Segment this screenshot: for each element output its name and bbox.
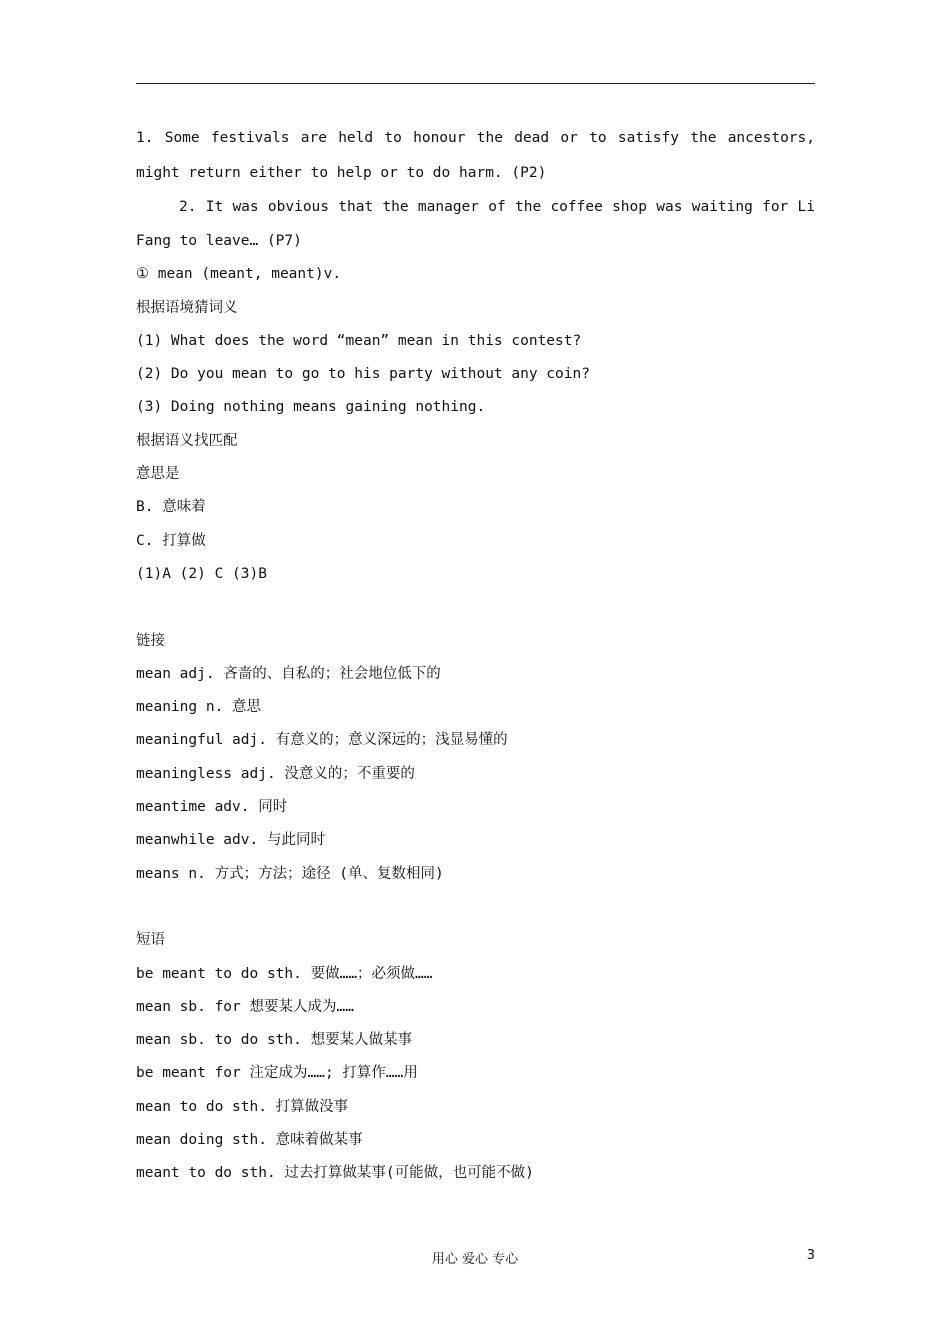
- guess-item: (2) Do you mean to go to his party without any coin?: [136, 366, 590, 383]
- match-answers: (1)A (2) C (3)B: [136, 565, 267, 582]
- example-2-line-2: Fang to leave… (P7): [136, 233, 302, 249]
- example-2-line-1: 2. It was obvious that the manager of the coffee shop was waiting for Li: [179, 199, 815, 215]
- footer-motto: 用心 爱心 专心: [431, 1252, 519, 1267]
- header-rule: [136, 83, 815, 84]
- link-item: meanwhile adv. 与此同时: [136, 832, 325, 849]
- phrase-item: be meant to do sth. 要做……；必须做……: [136, 965, 433, 982]
- link-item: meaning n. 意思: [136, 699, 262, 716]
- spacer: [136, 591, 815, 624]
- link-item: means n. 方式；方法；途径 (单、复数相同): [136, 865, 444, 882]
- match-heading: 根据语义找匹配: [136, 432, 238, 449]
- phrase-item: mean sb. for 想要某人成为……: [136, 998, 354, 1015]
- phrase-item: meant to do sth. 过去打算做某事(可能做，也可能不做): [136, 1165, 534, 1182]
- phrases-heading: 短语: [136, 932, 165, 949]
- link-item: meaningful adj. 有意义的；意义深远的；浅显易懂的: [136, 732, 508, 749]
- page-content: [136, 120, 815, 1191]
- example-1-line-2: might return either to help or to do harm. (P2): [136, 165, 547, 181]
- link-item: mean adj. 吝啬的、自私的；社会地位低下的: [136, 665, 441, 682]
- phrase-item: mean sb. to do sth. 想要某人做某事: [136, 1032, 413, 1049]
- page-footer: [0, 1248, 950, 1268]
- phrase-item: mean to do sth. 打算做没事: [136, 1098, 349, 1115]
- guess-item: (3) Doing nothing means gaining nothing.: [136, 399, 486, 416]
- match-option: C. 打算做: [136, 532, 206, 549]
- links-heading: 链接: [136, 632, 165, 649]
- match-option: B. 意味着: [136, 499, 206, 516]
- spacer: [136, 891, 815, 924]
- link-item: meantime adv. 同时: [136, 799, 288, 816]
- page-number: 3: [806, 1248, 815, 1263]
- phrase-item: be meant for 注定成为……; 打算作……用: [136, 1065, 418, 1082]
- headword: ① mean (meant, meant)v.: [136, 266, 342, 283]
- phrase-item: mean doing sth. 意味着做某事: [136, 1132, 363, 1149]
- link-item: meaningless adj. 没意义的；不重要的: [136, 765, 415, 782]
- example-1-line-1: 1. Some festivals are held to honour the dead or to satisfy the ancestors,: [136, 130, 815, 146]
- guess-heading: 根据语境猜词义: [136, 299, 238, 316]
- guess-item: (1) What does the word “mean” mean in this contest?: [136, 332, 582, 349]
- match-option: 意思是: [136, 466, 180, 483]
